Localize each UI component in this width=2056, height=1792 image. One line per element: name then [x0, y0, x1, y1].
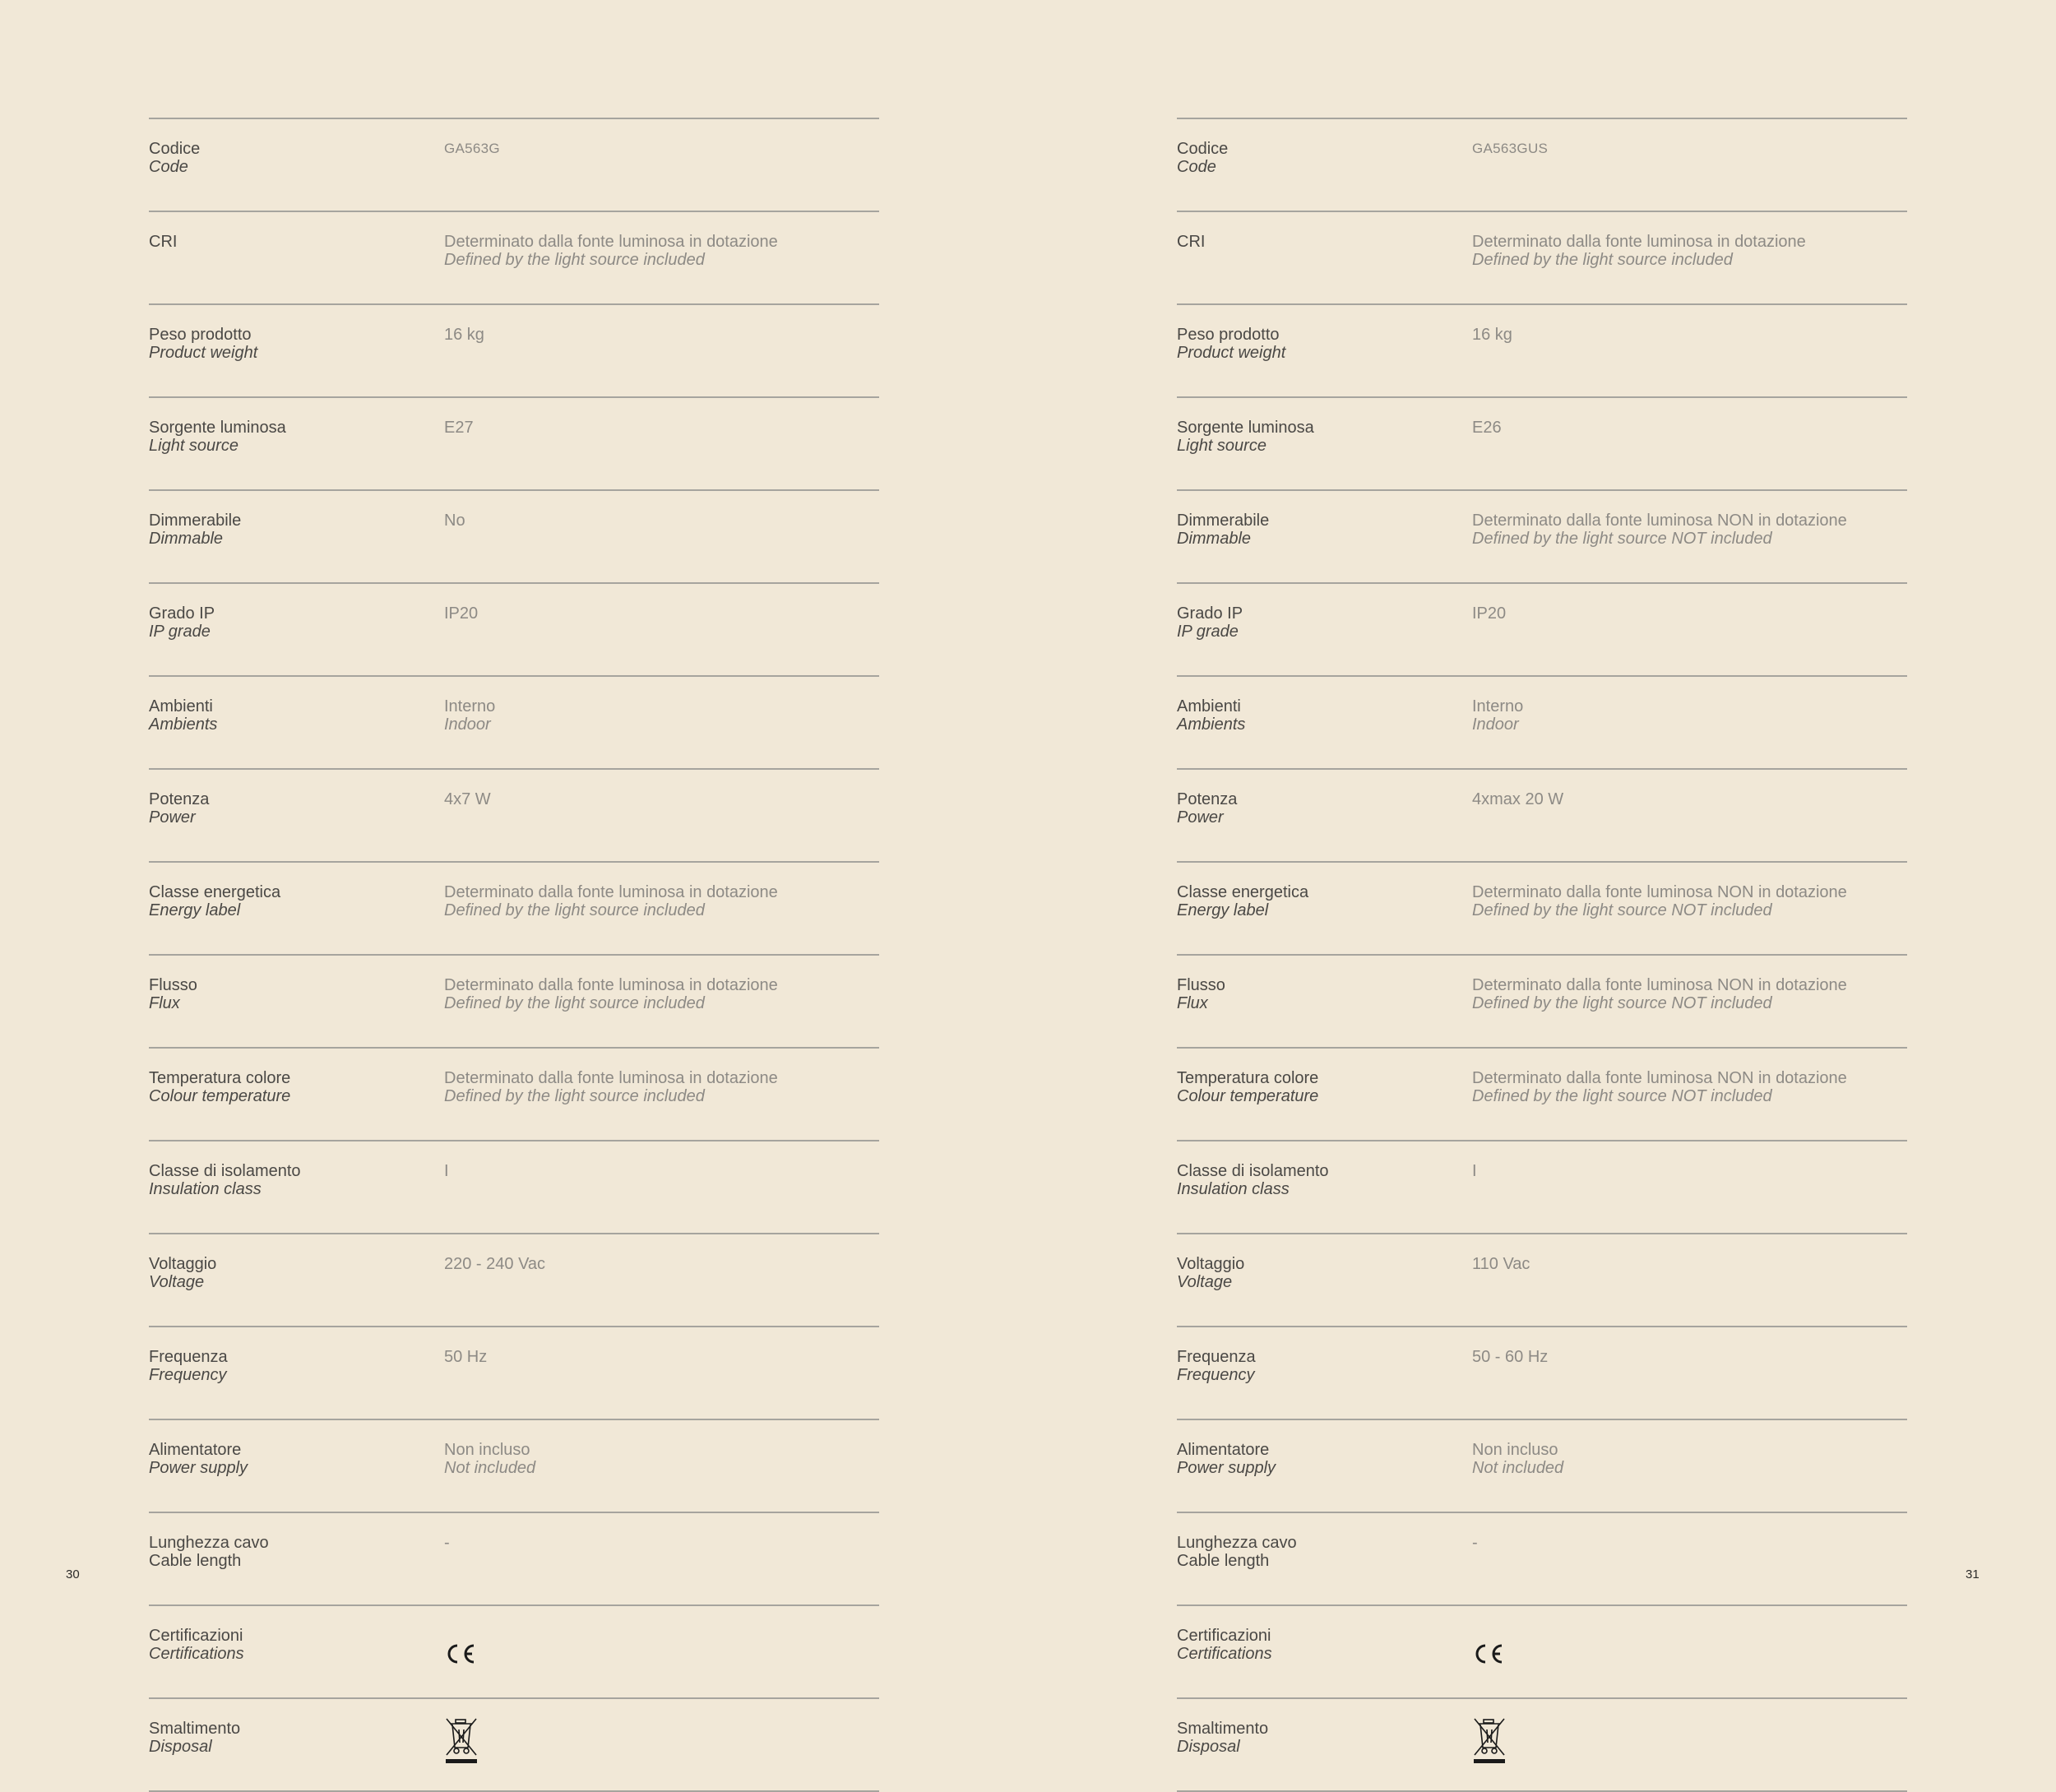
label-italian: CRI: [149, 233, 178, 251]
spec-value: [444, 1069, 879, 1140]
label-italian: Ambienti: [1177, 697, 1241, 715]
label-english: Frequency: [149, 1366, 227, 1384]
value-secondary: Defined by the light source included: [444, 251, 705, 269]
value-primary: IP20: [1472, 604, 1507, 623]
spec-row: [149, 1234, 879, 1327]
spec-label: [149, 1534, 444, 1604]
spec-label: [149, 1255, 444, 1326]
spec-row: [149, 305, 879, 398]
spec-row: [1177, 770, 1907, 863]
label-italian: Frequenza: [1177, 1348, 1256, 1366]
value-primary: 220 - 240 Vac: [444, 1255, 546, 1273]
spec-row: [1177, 1513, 1907, 1606]
label-english: Voltage: [149, 1273, 205, 1291]
spec-table-right: [1177, 118, 1907, 1792]
value-secondary: Not included: [444, 1459, 536, 1477]
spec-row: [1177, 1699, 1907, 1792]
spec-label: [1177, 419, 1472, 489]
value-secondary: Not included: [1472, 1459, 1564, 1477]
spec-label: [1177, 1441, 1472, 1512]
value-primary: No: [444, 512, 465, 530]
value-primary: GA563G: [444, 141, 500, 156]
spec-label: [1177, 604, 1472, 675]
spec-row: [149, 1699, 879, 1792]
spec-value: [444, 233, 879, 303]
spec-value: [444, 976, 879, 1047]
value-primary: Non incluso: [1472, 1441, 1558, 1459]
value-primary: -: [1472, 1534, 1478, 1552]
value-primary: Determinato dalla fonte luminosa NON in dotazione: [1472, 512, 1847, 530]
value-primary: 16 kg: [1472, 326, 1512, 344]
spec-value: [1472, 233, 1907, 303]
value-primary: Determinato dalla fonte luminosa in dotazione: [444, 883, 778, 901]
value-primary: Interno: [444, 697, 496, 715]
value-primary: GA563GUS: [1472, 141, 1549, 156]
label-italian: Voltaggio: [1177, 1255, 1245, 1273]
spec-label: [149, 697, 444, 768]
value-primary: Determinato dalla fonte luminosa NON in dotazione: [1472, 883, 1847, 901]
spec-row: [149, 956, 879, 1049]
label-italian: CRI: [1177, 233, 1206, 251]
weee-disposal-icon: [444, 1716, 479, 1770]
label-english: Flux: [149, 994, 180, 1012]
label-italian: Sorgente luminosa: [1177, 419, 1314, 437]
value-secondary: Defined by the light source included: [444, 1087, 705, 1105]
spec-value: [444, 326, 879, 396]
spec-value: [444, 1255, 879, 1326]
spec-label: [1177, 512, 1472, 582]
spec-row: [1177, 1420, 1907, 1513]
spec-value: [1472, 512, 1907, 582]
label-italian: Dimmerabile: [149, 512, 242, 530]
spec-label: [149, 1441, 444, 1512]
spec-value: [444, 419, 879, 489]
label-english: Colour temperature: [149, 1087, 291, 1105]
spec-row: [149, 1327, 879, 1420]
spec-label: [149, 1162, 444, 1233]
value-primary: 50 Hz: [444, 1348, 488, 1366]
label-italian: Classe energetica: [149, 883, 281, 901]
label-italian: Codice: [149, 140, 201, 158]
value-primary: Interno: [1472, 697, 1524, 715]
label-italian: Smaltimento: [1177, 1720, 1269, 1738]
spec-label: [1177, 233, 1472, 303]
label-english: Frequency: [1177, 1366, 1255, 1384]
spec-label: [149, 512, 444, 582]
spec-row: [149, 770, 879, 863]
label-english: Insulation class: [1177, 1180, 1290, 1198]
label-italian: Classe di isolamento: [149, 1162, 301, 1180]
label-english: Product weight: [149, 344, 258, 362]
value-primary: Determinato dalla fonte luminosa NON in dotazione: [1472, 976, 1847, 994]
spec-value: [1472, 976, 1907, 1047]
spec-row: [1177, 398, 1907, 491]
spec-row: [149, 398, 879, 491]
spec-value: [1472, 697, 1907, 768]
label-english: Ambients: [149, 715, 218, 734]
spec-row: [149, 1420, 879, 1513]
spec-row: [149, 1606, 879, 1699]
spec-label: [149, 604, 444, 675]
spec-table-left: [149, 118, 879, 1792]
spec-value: [1472, 1348, 1907, 1419]
value-primary: 16 kg: [444, 326, 484, 344]
spec-row: [1177, 1141, 1907, 1234]
label-italian: Codice: [1177, 140, 1229, 158]
label-italian: Frequenza: [149, 1348, 228, 1366]
value-primary: Non incluso: [444, 1441, 530, 1459]
label-english: Flux: [1177, 994, 1208, 1012]
label-italian: Alimentatore: [149, 1441, 242, 1459]
spec-label: [1177, 976, 1472, 1047]
spec-label: [149, 233, 444, 303]
label-english: Power: [149, 808, 196, 827]
spec-value: [1472, 326, 1907, 396]
spec-label: [149, 419, 444, 489]
spec-value: [444, 790, 879, 861]
value-primary: IP20: [444, 604, 479, 623]
label-italian: Temperatura colore: [149, 1069, 291, 1087]
label-english: Ambients: [1177, 715, 1246, 734]
spec-label: [149, 883, 444, 954]
label-italian: Temperatura colore: [1177, 1069, 1319, 1087]
value-primary: -: [444, 1534, 450, 1552]
spec-label: [1177, 1348, 1472, 1419]
spec-label: [149, 1720, 444, 1790]
spec-value: [1472, 1069, 1907, 1140]
label-italian: Flusso: [1177, 976, 1225, 994]
spec-row: [1177, 1234, 1907, 1327]
label-english: Code: [149, 158, 188, 176]
value-primary: 4xmax 20 W: [1472, 790, 1564, 808]
spec-row: [1177, 677, 1907, 770]
label-italian: Certificazioni: [1177, 1627, 1271, 1645]
spec-row: [149, 212, 879, 305]
spec-value: [444, 1627, 879, 1697]
spec-value: [1472, 419, 1907, 489]
label-english: IP grade: [149, 623, 211, 641]
spec-row: [149, 863, 879, 956]
spec-value: [1472, 604, 1907, 675]
spec-value: [1472, 1627, 1907, 1697]
spec-row: [149, 1513, 879, 1606]
label-italian: Dimmerabile: [1177, 512, 1270, 530]
label-italian: Certificazioni: [149, 1627, 243, 1645]
label-english: Disposal: [1177, 1738, 1240, 1756]
label-italian: Voltaggio: [149, 1255, 217, 1273]
value-secondary: Defined by the light source included: [444, 994, 705, 1012]
spec-value: [1472, 1534, 1907, 1604]
spec-row: [1177, 1327, 1907, 1420]
label-english: Cable length: [149, 1552, 242, 1570]
spec-value: [1472, 1162, 1907, 1233]
spec-label: [1177, 790, 1472, 861]
spec-value: [444, 883, 879, 954]
label-italian: Potenza: [149, 790, 210, 808]
spec-value: [444, 1348, 879, 1419]
spec-row: [1177, 1049, 1907, 1141]
spec-value: [444, 604, 879, 675]
label-italian: Classe di isolamento: [1177, 1162, 1329, 1180]
label-italian: Grado IP: [1177, 604, 1243, 623]
value-primary: Determinato dalla fonte luminosa NON in dotazione: [1472, 1069, 1847, 1087]
spec-label: [149, 1069, 444, 1140]
label-english: Cable length: [1177, 1552, 1270, 1570]
value-primary: I: [1472, 1162, 1477, 1180]
page-number-left: 30: [66, 1567, 80, 1581]
label-english: Light source: [149, 437, 238, 455]
label-italian: Lunghezza cavo: [1177, 1534, 1297, 1552]
spec-value: [444, 697, 879, 768]
label-italian: Classe energetica: [1177, 883, 1309, 901]
spec-label: [1177, 1720, 1472, 1790]
label-english: Energy label: [1177, 901, 1269, 919]
spec-label: [1177, 1069, 1472, 1140]
value-primary: Determinato dalla fonte luminosa in dotazione: [444, 1069, 778, 1087]
label-italian: Flusso: [149, 976, 197, 994]
spec-label: [1177, 1534, 1472, 1604]
spec-label: [149, 140, 444, 211]
value-primary: Determinato dalla fonte luminosa in dotazione: [444, 976, 778, 994]
spec-row: [149, 1141, 879, 1234]
label-english: Power: [1177, 808, 1224, 827]
label-italian: Smaltimento: [149, 1720, 241, 1738]
spec-row: [149, 491, 879, 584]
label-english: Voltage: [1177, 1273, 1233, 1291]
value-primary: 110 Vac: [1472, 1255, 1530, 1273]
label-english: Light source: [1177, 437, 1266, 455]
label-english: Power supply: [149, 1459, 248, 1477]
value-secondary: Indoor: [1472, 715, 1519, 734]
label-english: Product weight: [1177, 344, 1286, 362]
spec-value: [444, 1534, 879, 1604]
label-italian: Potenza: [1177, 790, 1238, 808]
spec-row: [149, 119, 879, 212]
spec-value: [1472, 1255, 1907, 1326]
label-english: Disposal: [149, 1738, 212, 1756]
spec-label: [149, 976, 444, 1047]
ce-mark-icon: [1472, 1643, 1505, 1669]
spec-label: [1177, 326, 1472, 396]
spec-value: [1472, 1441, 1907, 1512]
page-number-right: 31: [1966, 1567, 1980, 1581]
value-primary: I: [444, 1162, 449, 1180]
value-primary: Determinato dalla fonte luminosa in dotazione: [444, 233, 778, 251]
spec-value: [1472, 883, 1907, 954]
label-english: Dimmable: [1177, 530, 1252, 548]
spec-value: [1472, 1720, 1907, 1790]
label-english: Dimmable: [149, 530, 224, 548]
label-english: Colour temperature: [1177, 1087, 1319, 1105]
value-secondary: Defined by the light source included: [444, 901, 705, 919]
spec-row: [1177, 119, 1907, 212]
spec-row: [149, 1049, 879, 1141]
value-secondary: Defined by the light source NOT included: [1472, 530, 1772, 548]
label-italian: Lunghezza cavo: [149, 1534, 269, 1552]
value-primary: 50 - 60 Hz: [1472, 1348, 1549, 1366]
ce-mark-icon: [444, 1643, 477, 1669]
spec-row: [149, 584, 879, 677]
spec-label: [1177, 1255, 1472, 1326]
weee-disposal-icon: [1472, 1716, 1507, 1770]
spec-row: [1177, 305, 1907, 398]
spec-label: [1177, 1162, 1472, 1233]
label-english: Code: [1177, 158, 1216, 176]
spec-value: [444, 140, 879, 211]
spec-label: [1177, 1627, 1472, 1697]
label-italian: Peso prodotto: [149, 326, 252, 344]
value-secondary: Defined by the light source NOT included: [1472, 901, 1772, 919]
spec-value: [444, 1441, 879, 1512]
value-secondary: Defined by the light source included: [1472, 251, 1733, 269]
spec-value: [444, 1162, 879, 1233]
spec-label: [1177, 883, 1472, 954]
label-english: Insulation class: [149, 1180, 262, 1198]
label-italian: Ambienti: [149, 697, 213, 715]
value-primary: E27: [444, 419, 474, 437]
label-italian: Peso prodotto: [1177, 326, 1280, 344]
spec-row: [1177, 956, 1907, 1049]
label-english: Certifications: [149, 1645, 244, 1663]
spec-label: [1177, 140, 1472, 211]
value-secondary: Defined by the light source NOT included: [1472, 1087, 1772, 1105]
spec-label: [149, 790, 444, 861]
label-italian: Sorgente luminosa: [149, 419, 286, 437]
label-english: Power supply: [1177, 1459, 1276, 1477]
spec-row: [1177, 212, 1907, 305]
spec-row: [1177, 1606, 1907, 1699]
spec-label: [149, 1348, 444, 1419]
spec-row: [1177, 584, 1907, 677]
label-english: Certifications: [1177, 1645, 1272, 1663]
spec-row: [149, 677, 879, 770]
spec-label: [1177, 697, 1472, 768]
spec-value: [444, 1720, 879, 1790]
spec-row: [1177, 491, 1907, 584]
spec-value: [444, 512, 879, 582]
spec-row: [1177, 863, 1907, 956]
spec-label: [149, 326, 444, 396]
value-primary: 4x7 W: [444, 790, 491, 808]
spec-label: [149, 1627, 444, 1697]
value-secondary: Defined by the light source NOT included: [1472, 994, 1772, 1012]
label-italian: Alimentatore: [1177, 1441, 1270, 1459]
label-english: Energy label: [149, 901, 241, 919]
spec-value: [1472, 140, 1907, 211]
value-primary: E26: [1472, 419, 1502, 437]
label-italian: Grado IP: [149, 604, 215, 623]
value-secondary: Indoor: [444, 715, 491, 734]
label-english: IP grade: [1177, 623, 1239, 641]
value-primary: Determinato dalla fonte luminosa in dotazione: [1472, 233, 1806, 251]
spec-value: [1472, 790, 1907, 861]
